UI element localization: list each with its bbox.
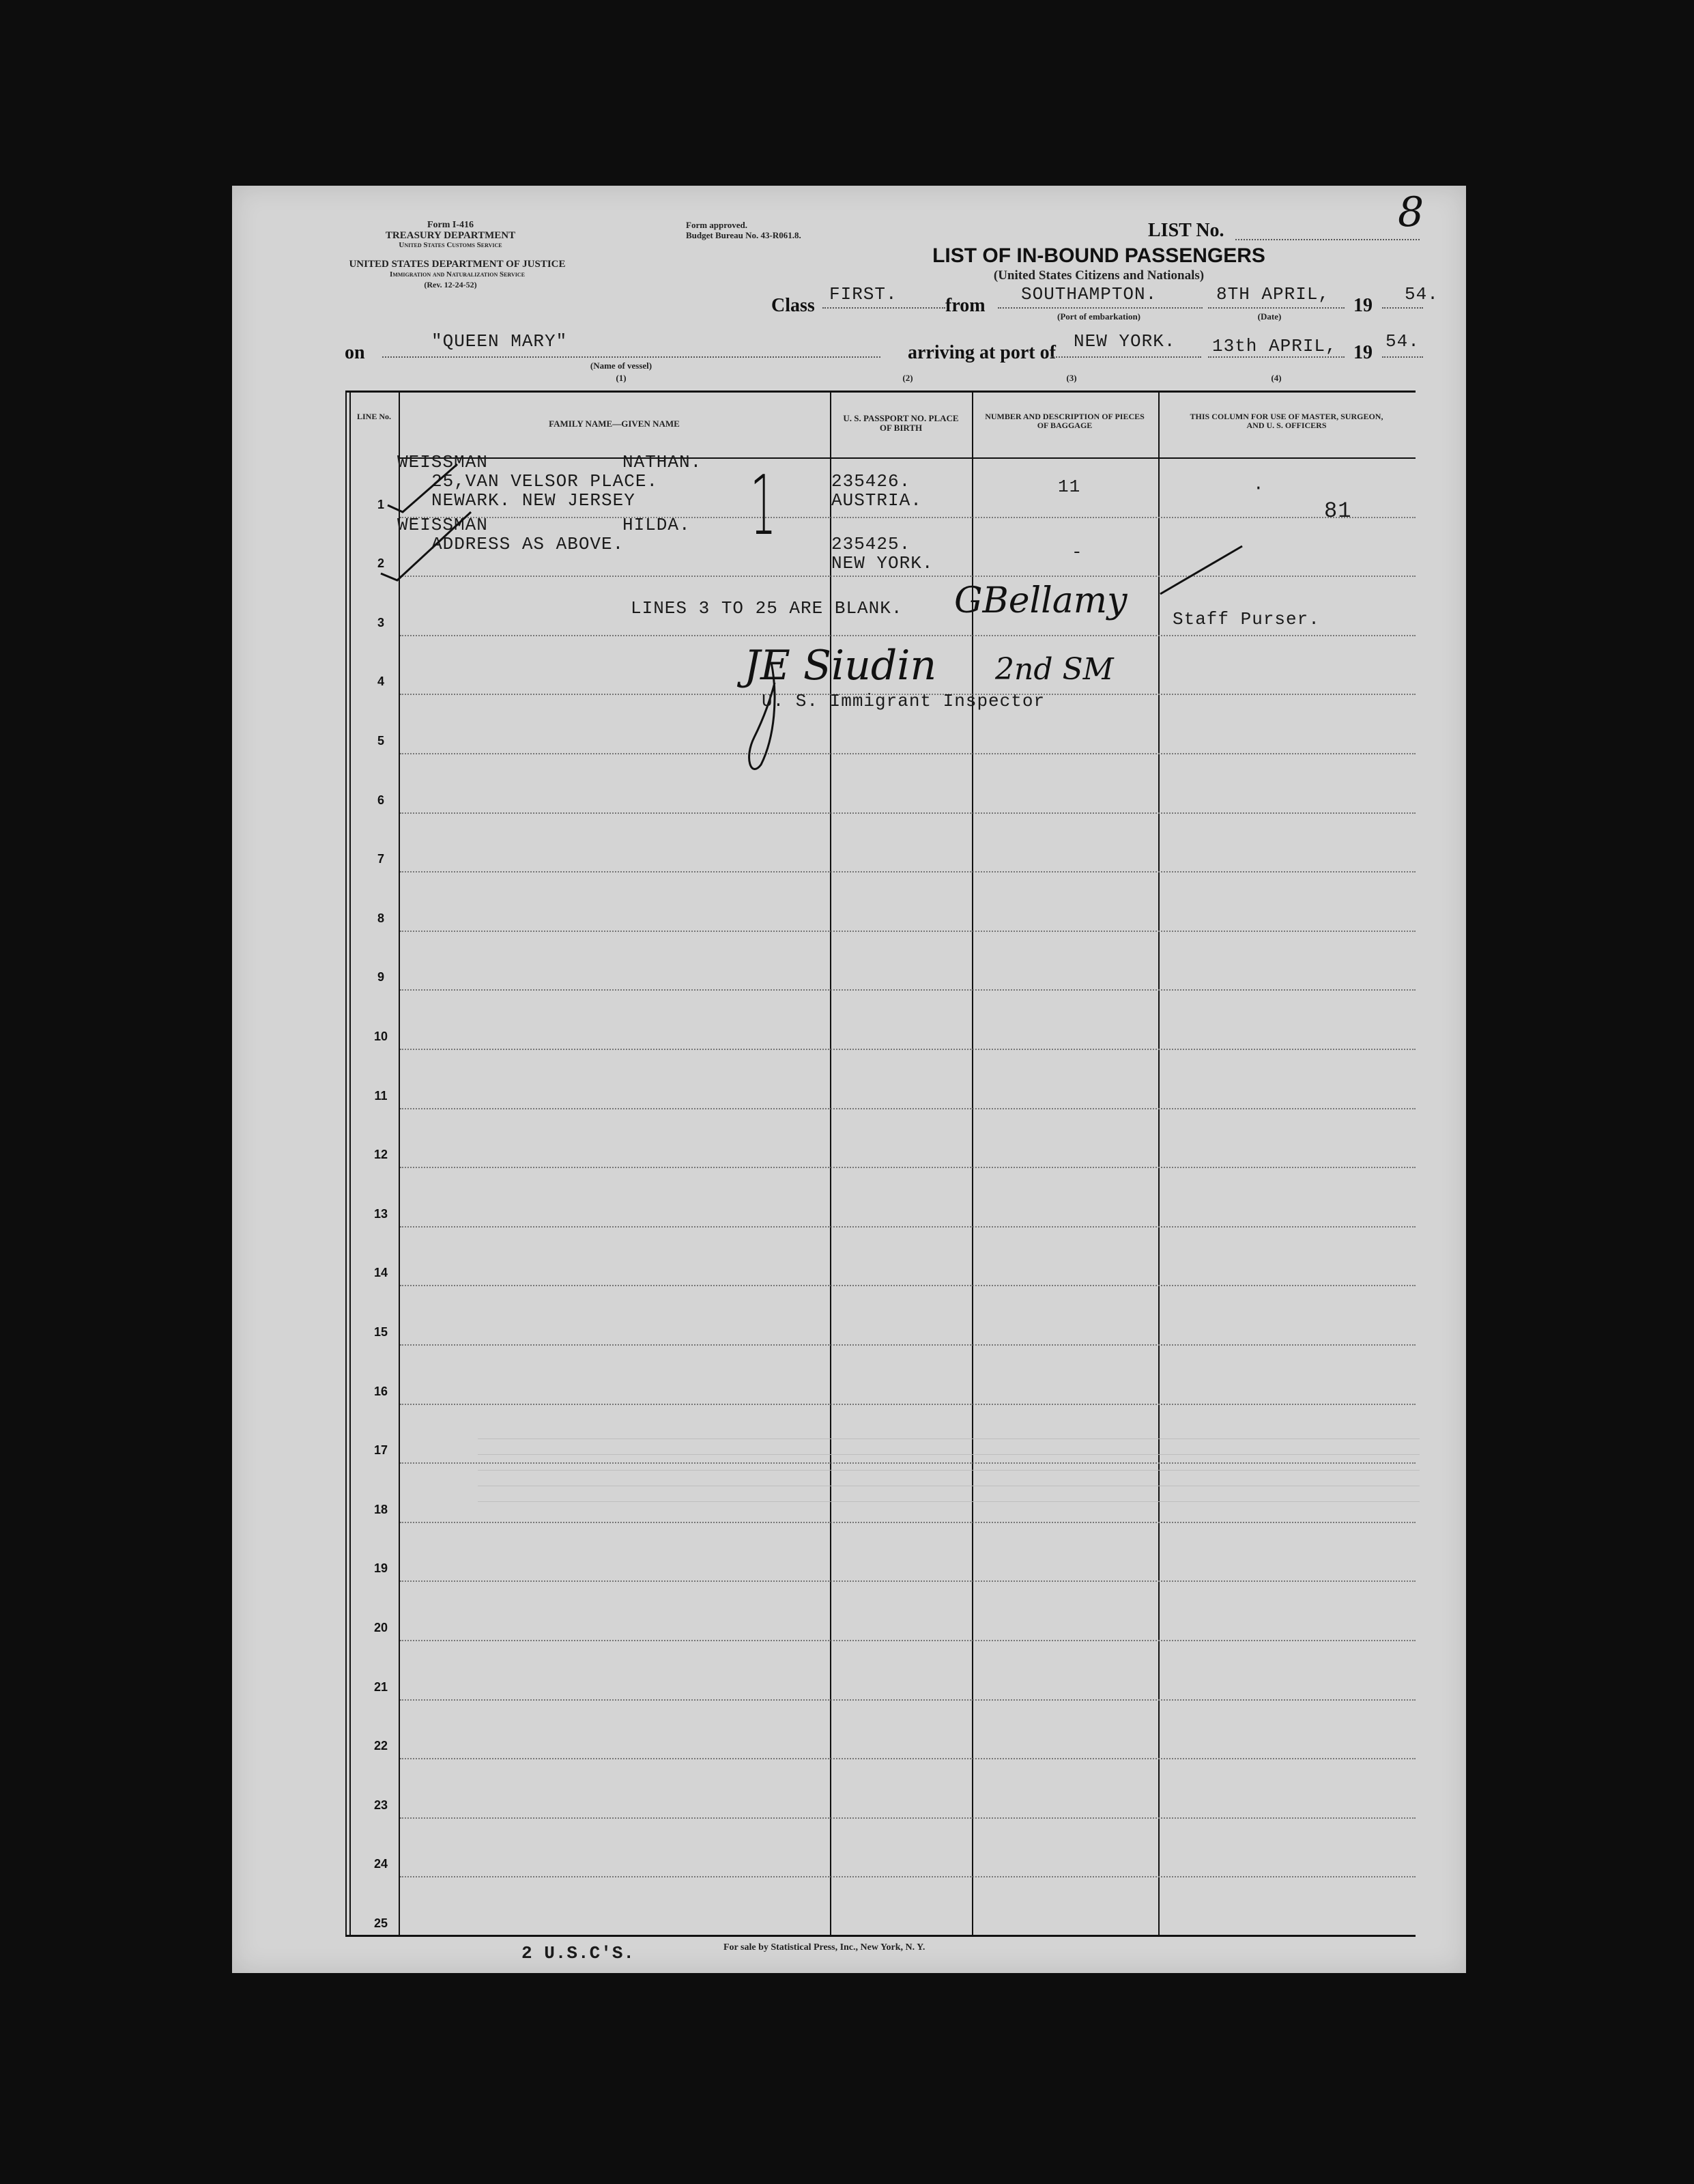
line-no-divider xyxy=(399,391,400,1937)
line-number: 25 xyxy=(373,1916,388,1930)
row-rule xyxy=(400,1049,1416,1050)
form-subtitle: (United States Citizens and Nationals) xyxy=(993,268,1205,283)
staff-purser-label: Staff Purser. xyxy=(1173,609,1320,629)
table-left-border xyxy=(345,391,347,1937)
budget-bureau: Budget Bureau No. 43-R061.8. xyxy=(686,230,801,240)
vessel-line xyxy=(382,356,880,358)
passenger-1-birthplace: AUSTRIA. xyxy=(831,490,922,511)
row-rule xyxy=(400,1404,1416,1405)
port-caption: (Port of embarkation) xyxy=(1057,311,1141,322)
row-rule xyxy=(400,1758,1416,1759)
line-number: 10 xyxy=(373,1030,388,1043)
table-bottom-border xyxy=(345,1935,1416,1937)
line-number: 5 xyxy=(377,734,384,748)
dept-justice: UNITED STATES DEPARTMENT OF JUSTICE xyxy=(349,259,566,270)
form-approved: Form approved. xyxy=(686,220,748,230)
row-rule xyxy=(400,1167,1416,1168)
arrival-year-line xyxy=(1382,356,1423,358)
class-line xyxy=(822,307,945,309)
footer-count: 2 U.S.C'S. xyxy=(521,1943,635,1963)
arrival-port: NEW YORK. xyxy=(1074,331,1176,352)
embark-date: 8TH APRIL, xyxy=(1216,284,1330,304)
arriving-label: arriving at port of xyxy=(908,342,1056,363)
purser-signature-tail xyxy=(1160,546,1242,594)
passenger-2-birthplace: NEW YORK. xyxy=(831,553,934,573)
line-number: 12 xyxy=(373,1148,388,1161)
col-header-officers: THIS COLUMN FOR USE OF MASTER, SURGEON, AND U. S. OFFICERS xyxy=(1190,412,1383,430)
row-rule xyxy=(400,989,1416,991)
class-value: FIRST. xyxy=(829,284,898,304)
table-top-border xyxy=(345,391,1416,393)
line-number: 18 xyxy=(373,1503,388,1516)
arrival-date-line xyxy=(1208,356,1345,358)
row-rule xyxy=(400,753,1416,754)
passenger-2-passport: 235425. xyxy=(831,534,911,554)
passenger-1-address-1: 25,VAN VELSOR PLACE. xyxy=(431,471,659,492)
row-rule xyxy=(400,1285,1416,1286)
year-line xyxy=(1382,307,1423,309)
arrival-date: 13th APRIL, xyxy=(1212,336,1337,356)
row-rule xyxy=(400,931,1416,932)
passenger-1-officer-mark: · xyxy=(1253,478,1265,498)
blank-lines-note: LINES 3 TO 25 ARE BLANK. xyxy=(631,598,903,619)
passenger-1-baggage: 11 xyxy=(1058,477,1081,497)
row-rule xyxy=(400,1876,1416,1877)
handwritten-tally: 1 xyxy=(750,459,777,554)
passenger-2-family: WEISSMAN xyxy=(397,515,488,535)
passenger-1-officer-number: 81 xyxy=(1324,498,1352,524)
line-number: 4 xyxy=(377,675,384,688)
row-rule xyxy=(400,1640,1416,1641)
check-mark-line-1 xyxy=(388,464,457,512)
from-label: from xyxy=(945,295,986,316)
passenger-1-address-2: NEWARK. NEW JERSEY xyxy=(431,490,635,511)
arrival-year: 54. xyxy=(1386,331,1420,352)
passenger-1-given: NATHAN. xyxy=(622,452,702,472)
bleed-through-text xyxy=(478,1423,1420,1574)
row-rule xyxy=(400,1108,1416,1109)
col-header-line: LINE No. xyxy=(356,412,391,421)
list-no-label: LIST No. xyxy=(1148,220,1224,241)
inspector-signature-loop xyxy=(744,655,785,778)
on-label: on xyxy=(345,342,365,363)
row-rule xyxy=(400,871,1416,873)
line-number: 13 xyxy=(373,1207,388,1221)
col-header-passport: U. S. PASSPORT NO. PLACE OF BIRTH xyxy=(843,413,959,433)
baggage-divider xyxy=(1158,391,1160,1937)
passenger-2-address: ADDRESS AS ABOVE. xyxy=(431,534,625,554)
line-number: 21 xyxy=(373,1680,388,1694)
check-marks-svg xyxy=(355,437,1310,601)
list-no-line xyxy=(1235,239,1420,240)
class-label: Class xyxy=(771,295,815,316)
line-number: 2 xyxy=(377,556,384,570)
line-number: 24 xyxy=(373,1857,388,1871)
line-number: 6 xyxy=(377,793,384,807)
line-number: 15 xyxy=(373,1325,388,1339)
row-rule xyxy=(400,1699,1416,1701)
check-mark-line-2 xyxy=(381,512,471,580)
inspector-label: U. S. Immigrant Inspector xyxy=(762,691,1046,711)
row-rule xyxy=(400,1344,1416,1346)
date-line xyxy=(1208,307,1345,309)
col-header-name: FAMILY NAME—GIVEN NAME xyxy=(549,419,680,429)
line-number: 11 xyxy=(374,1089,388,1103)
treasury-dept: TREASURY DEPARTMENT xyxy=(385,230,516,241)
line-number: 14 xyxy=(373,1266,388,1279)
table-left-border-inner xyxy=(349,391,351,1937)
passenger-2-given: HILDA. xyxy=(622,515,691,535)
inspector-signature: JE Siudin xyxy=(744,642,937,690)
row-rule xyxy=(400,1580,1416,1582)
passenger-1-family: WEISSMAN xyxy=(397,452,488,472)
caption-1: (1) xyxy=(616,373,627,383)
arrival-port-line xyxy=(1051,356,1201,358)
line-number: 1 xyxy=(377,498,384,511)
ins-service: Immigration and Naturalization Service xyxy=(390,270,525,279)
name-divider xyxy=(830,391,831,1937)
port-line xyxy=(998,307,1203,309)
vessel-name: "QUEEN MARY" xyxy=(431,331,568,352)
line-number: 22 xyxy=(373,1739,388,1753)
passenger-1-passport: 235426. xyxy=(831,471,911,492)
form-title: LIST OF IN-BOUND PASSENGERS xyxy=(932,244,1265,267)
date-caption: (Date) xyxy=(1257,311,1282,322)
line-number: 19 xyxy=(373,1561,388,1575)
line-number: 7 xyxy=(377,852,384,866)
inspector-note: 2nd SM xyxy=(995,652,1114,687)
customs-service: United States Customs Service xyxy=(399,241,502,249)
line-number: 8 xyxy=(377,911,384,925)
list-number: 8 xyxy=(1398,188,1424,236)
line-number: 17 xyxy=(373,1443,388,1457)
signature-loop-path xyxy=(749,662,775,769)
vessel-caption: (Name of vessel) xyxy=(590,360,652,371)
row-rule xyxy=(400,1817,1416,1819)
revision: (Rev. 12-24-52) xyxy=(424,280,477,289)
line-number: 16 xyxy=(373,1385,388,1398)
passport-divider xyxy=(972,391,973,1937)
line-number: 23 xyxy=(373,1798,388,1812)
year-prefix: 19 xyxy=(1353,295,1373,316)
year-prefix-2: 19 xyxy=(1353,342,1373,363)
passenger-2-baggage: - xyxy=(1072,542,1083,563)
line-number: 9 xyxy=(377,970,384,984)
line-number: 3 xyxy=(377,616,384,629)
col-header-baggage: NUMBER AND DESCRIPTION OF PIECES OF BAGGAGE xyxy=(985,412,1145,430)
caption-4: (4) xyxy=(1271,373,1282,383)
caption-3: (3) xyxy=(1066,373,1077,383)
purser-signature: GBellamy xyxy=(954,580,1128,621)
line-number: 20 xyxy=(373,1621,388,1634)
footer-printer: For sale by Statistical Press, Inc., New York, N. Y. xyxy=(723,1942,925,1953)
embark-year: 54. xyxy=(1405,284,1439,304)
row-rule xyxy=(400,1226,1416,1228)
port-of-embarkation: SOUTHAMPTON. xyxy=(1021,284,1158,304)
row-rule xyxy=(400,635,1416,636)
caption-2: (2) xyxy=(902,373,913,383)
row-rule xyxy=(400,812,1416,814)
form-number: Form I-416 xyxy=(427,220,474,230)
